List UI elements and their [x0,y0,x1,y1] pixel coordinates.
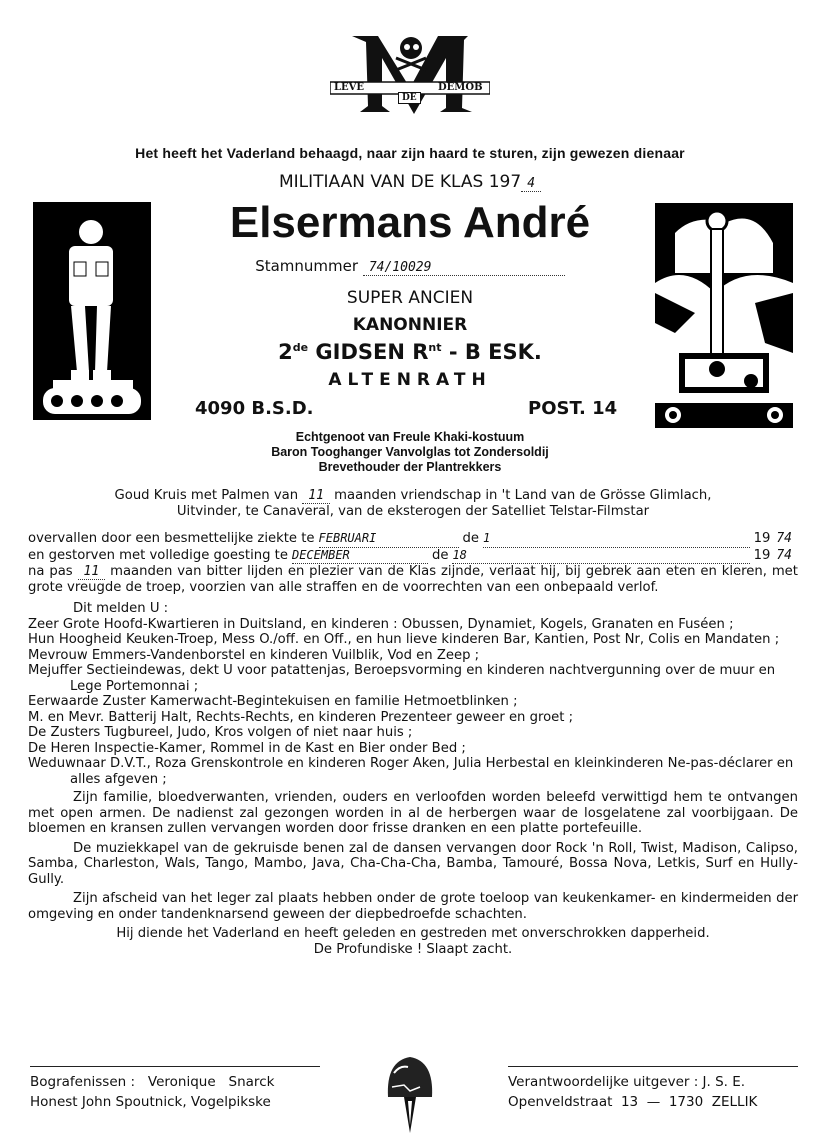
text: Uitvinder, te Canaveral, van de eksterogen der Satelliet Telstar-Filmstar [176,503,650,519]
location: ALTENRATH [328,370,492,390]
unit-prefix: 2 [278,340,293,364]
list-item: Hun Hoogheid Keuken-Troep, Mess O./off. en Off., en hun lieve kinderen Bar, Kantien, Post Nr, Colis en Mandaten ; [28,632,780,647]
list-item: De Zusters Tugbureel, Judo, Kros volgen of niet naar huis ; [28,725,413,740]
stamnummer-value: 74/10029 [363,260,565,276]
list-item: Zeer Grote Hoofd-Kwartieren in Duitsland, en kinderen : Obussen, Dynamiet, Kogels, Granaten en Fuséen ; [28,616,734,632]
deceased-name: Elsermans André [229,198,591,247]
list-item: Eerwaarde Zuster Kamerwacht-Begintekuisen en familie Hetmoetblinken ; [28,694,518,709]
text: de [431,547,449,563]
klas-line [0,172,820,192]
text: maanden vriendschap in 't Land van de Grösse Glimlach, [334,488,712,503]
klas-value: 4 [521,176,541,192]
artillery-gun-illustration [655,203,793,428]
text: 19 [753,547,771,563]
text: de [462,531,479,546]
title-line: Baron Tooghanger Vanvolglas tot Zondersoldij [271,445,549,459]
text: overvallen door een besmettelijke ziekte te [28,531,315,546]
body-text [28,488,798,957]
unit-main-sup: nt [428,341,442,354]
list-item: Weduwnaar D.V.T., Roza Grenskontrole en kinderen Roger Aken, Julia Herbestal en kleinkinderen Ne-pas-déclarer en alles afgeven ; [28,756,794,787]
death-day: 18 [452,548,749,565]
bsd-address: 4090 B.S.D. [195,398,314,419]
banner-text-left: LEVE [334,82,365,93]
paragraph-gold-cross [28,488,798,519]
announce-heading: Dit melden U : [73,601,169,616]
banner-text-mid: DE [398,92,421,104]
footer-left [30,1072,325,1112]
unit-line [170,340,650,364]
rank-kanonnier: KANONNIER [352,315,468,335]
text: 19 [753,531,771,546]
funeral-director: Bografenissen : Veronique Snarck [30,1074,275,1090]
text: maanden van bitter lijden en plezier van de Klas zijnde, verlaat hij, bij gebrek aan eten en kleren, met grote vreugde de troep, voorzien van alle straffen en de voorrechten van een onbepaald verlof. [28,564,798,595]
illness-line [28,531,798,548]
intro-text: Het heeft het Vaderland behaagd, naar zijn haard te sturen, zijn gewezen dienaar [135,145,685,161]
signature-line-right [508,1066,798,1067]
paragraph-family: Zijn familie, bloedverwanten, vrienden, ouders en verloofden worden beleefd verwittigd hem te ontvangen met open armen. De nadienst zal gezongen worden in al de herbergen waar de losgelatene zal voorbijgaan. De bloemen en kransen zullen vervangen worden door frisse dranken en een platte portefeuille. [28,790,798,836]
months-value: 11 [302,488,330,504]
paragraph-farewell: Zijn afscheid van het leger zal plaats hebben onder de grote toeloop van keukenkamer- en kindermeiden der omgeving en onder tandenknarsend geween der diepbedroefde schachten. [28,891,798,922]
publisher: Verantwoordelijke uitgever : J. S. E. [508,1074,746,1090]
paragraph-served: Hij diende het Vaderland en heeft geleden en gestreden met onverschrokken dapperheid. [116,926,710,941]
paragraph-music: De muziekkapel van de gekruisde benen zal de dansen vervangen door Rock 'n Roll, Twist, Madison, Calipso, Samba, Charleston, Wals, Tango, Mambo, Java, Cha-Cha-Cha, Bamba, Tamouré, Bossa Nova, Letkis, Surf en Hully-Gully. [28,840,798,887]
illness-day: 1 [483,531,750,548]
klas-label: MILITIAAN VAN DE KLAS 197 [278,172,522,192]
footer-right [508,1072,803,1112]
list-item: M. en Mevr. Batterij Halt, Rechts-Rechts, en kinderen Prezenteer geweer en groet ; [28,709,574,725]
death-year: 74 [776,547,792,563]
list-item: De Heren Inspectie-Kamer, Rommel in de Kast en Bier onder Bed ; [28,740,466,756]
unit-suffix: - B ESK. [448,340,542,364]
unit-main: GIDSEN R [315,340,429,364]
paragraph-leave [28,564,798,595]
list-item: Mejuffer Sectieindewas, dekt U voor patattenjas, Beroepsvorming en kinderen nachtvergunning over de muur en Lege Portemonnai ; [28,663,776,694]
unit-prefix-sup: de [292,341,309,354]
post-number: POST. 14 [528,398,618,419]
publisher-address: Openveldstraat 13 — 1730 ZELLIK [508,1094,758,1110]
text: Goud Kruis met Palmen van [114,488,299,503]
title-line: Echtgenoot van Freule Khaki-kostuum [295,430,525,444]
soldier-on-tank-illustration [33,202,151,420]
rank-super-ancien: SUPER ANCIEN [346,288,474,308]
months-value: 11 [78,564,106,580]
funeral-director-2: Honest John Spoutnick, Vogelpikske [30,1094,271,1110]
illness-month: FEBRUARI [319,531,459,548]
list-item: Mevrouw Emmers-Vandenborstel en kinderen Vuilblik, Vod en Zeep ; [28,647,480,663]
death-month: DECEMBER [292,548,428,565]
stamnummer-line [170,257,650,276]
banner-text-right: DEMOB [438,82,483,93]
illness-year: 74 [776,531,792,546]
death-line [28,548,798,565]
signature-line-left [30,1066,320,1067]
text: en gestorven met volledige goesting te [28,547,288,563]
title-line: Brevethouder der Plantrekkers [318,460,502,474]
stamnummer-label: Stamnummer [255,257,359,275]
honorary-titles [170,430,650,475]
rest-in-peace: De Profundiske ! Slaapt zacht. [313,941,513,957]
helmet-on-bayonet-icon [380,1053,440,1135]
text: na pas [28,564,73,579]
demob-logo [330,18,490,118]
